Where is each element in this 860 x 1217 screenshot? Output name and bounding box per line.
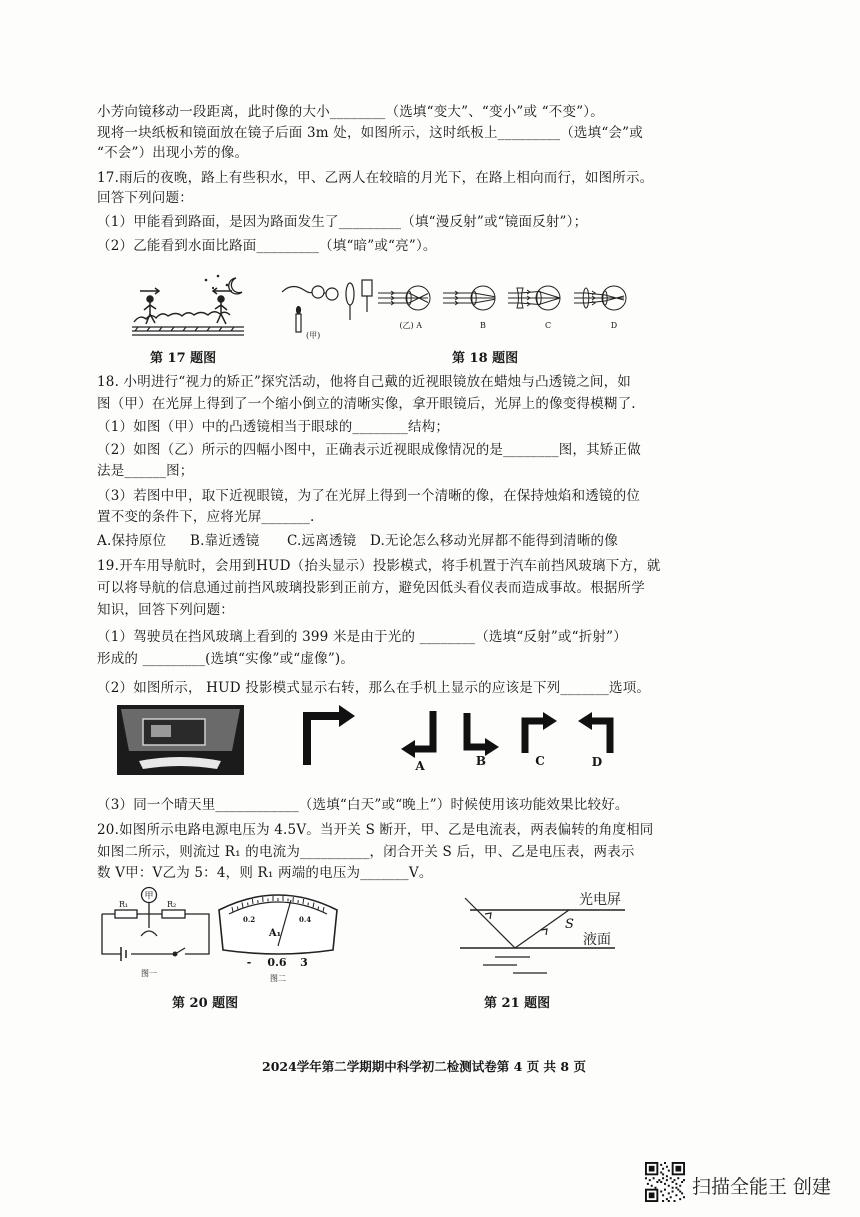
terminal-0-6: 0.6 — [267, 956, 287, 969]
arrow-option-d — [578, 712, 610, 753]
arrow-option-a — [401, 711, 433, 758]
figure-21-caption: 第 21 题图 — [484, 996, 551, 1011]
q17-part-2: （2）乙能看到水面比路面_________（填“暗”或“亮”）。 — [97, 238, 437, 254]
arrow-option-b — [467, 713, 499, 756]
terminal-negative: - — [246, 956, 252, 969]
q18-option-a: A.保持原位 — [97, 533, 167, 549]
r1-label: R₁ — [119, 900, 129, 909]
q18-part-2-line-2: 法是______图； — [97, 463, 194, 479]
eye-diagram-c — [508, 286, 560, 310]
hud-photo — [117, 705, 244, 775]
resistor-r2 — [162, 910, 185, 918]
scale-label-2: 0.4 — [299, 915, 312, 924]
battery — [121, 947, 126, 961]
r2-label: R₂ — [167, 900, 177, 909]
q17-stem-line-1: 17.雨后的夜晚，路上有些积水，甲、乙两人在较暗的月光下，在路上相向而行，如图所示。 — [97, 170, 654, 186]
eye-diagram-d — [574, 286, 626, 310]
resistor-r1 — [115, 910, 137, 918]
q18-option-b: B.靠近透镜 — [190, 533, 260, 549]
q20-stem-line-2: 如图二所示，则流过 R₁ 的电流为__________，闭合开关 S 后，甲、乙是电压表，两表示 — [97, 844, 635, 860]
figure-20-caption: 第 20 题图 — [172, 996, 239, 1011]
label-eye-a: (乙) A — [399, 321, 422, 330]
q19-part-2: （2）如图所示， HUD 投影模式显示右转，那么在手机上显示的应该是下列_______选项。 — [97, 680, 651, 696]
q18-stem-line-2: 图（甲）在光屏上得到了一个缩小倒立的清晰实像，拿开眼镜后，光屏上的像变得模糊了. — [97, 396, 636, 412]
label-eye-b: B — [480, 321, 486, 330]
figure-17-night-road — [128, 272, 248, 336]
q18-part-3-line-1: （3）若图中甲，取下近视眼镜，为了在光屏上得到一个清晰的像，在保持烛焰和透镜的位 — [97, 488, 641, 504]
q18-part-2-line-1: （2）如图（乙）所示的四幅小图中，正确表示近视眼成像情况的是________图，其矫正做 — [97, 442, 641, 458]
meter-name: A₁ — [268, 928, 282, 939]
q19-stem-line-1: 19.开车用导航时，会用到HUD（抬头显示）投影模式，将手机置于汽车前挡风玻璃下方，就 — [97, 558, 661, 574]
arrow-label-c: C — [535, 754, 545, 768]
q19-part-3: （3）同一个晴天里____________（选填“白天”或“晚上”）时候使用该功能效果比较好。 — [97, 797, 629, 813]
label-jia: (甲) — [306, 331, 321, 340]
stars — [205, 275, 229, 289]
q18-option-c: C.远离透镜 — [287, 533, 357, 549]
q16-line-2: 现将一块纸板和镜面放在镜子后面 3m 处，如图所示，这时纸板上_________（选填“会”或 — [97, 125, 643, 141]
q16-line-1: 小芳向镜移动一段距离，此时像的大小________（选填“变大”、“变小”或 “不变”）。 — [97, 104, 604, 120]
figure-2-label: 图二 — [270, 974, 286, 983]
q20-stem-line-3: 数 V甲：V乙为 5：4，则 R₁ 两端的电压为_______V。 — [97, 865, 433, 881]
q18-option-d: D.无论怎么移动光屏都不能得到清晰的像 — [370, 533, 618, 549]
q18-part-1: （1）如图（甲）中的凸透镜相当于眼球的________结构； — [97, 419, 450, 435]
q17-stem-line-2: 回答下列问题： — [97, 190, 193, 206]
road-surface — [132, 327, 244, 335]
arrow-option-c — [525, 712, 557, 753]
figure-21-reflection — [455, 884, 630, 979]
hud-display-content — [151, 725, 171, 737]
eye-diagram-b — [443, 286, 495, 310]
ammeter-dial — [213, 884, 343, 984]
figure-17-caption: 第 17 题图 — [150, 351, 217, 366]
switch-s — [173, 948, 185, 956]
surface-label: 液面 — [583, 932, 611, 948]
q19-stem-line-2: 可以将导航的信息通过前挡风玻璃投影到正前方，避免因低头看仪表而造成事故。根据所学 — [97, 580, 645, 596]
scale-label-1: 0.2 — [243, 915, 256, 924]
arrow-label-a: A — [415, 759, 425, 773]
right-turn-arrow-original — [307, 705, 355, 765]
walker-yi — [213, 288, 232, 324]
light-rays — [465, 898, 569, 948]
figure-18-vision-correction — [278, 272, 638, 344]
label-eye-d: D — [610, 321, 618, 330]
label-eye-c: C — [544, 321, 552, 330]
point-s-label: S — [565, 917, 574, 932]
arrow-label-b: B — [475, 754, 487, 768]
q19-part-1-line-2: 形成的 _________(选填“实像”或“虚像”)。 — [97, 651, 355, 667]
page-footer: 2024学年第二学期期中科学初二检测试卷第 4 页 共 8 页 — [262, 1059, 586, 1074]
q20-stem-line-1: 20.如图所示电路电源电压为 4.5V。当开关 S 断开，甲、乙是电流表，两表偏转的角度相同 — [97, 822, 654, 838]
figure-1-label: 图一 — [141, 969, 157, 978]
q18-stem-line-1: 18. 小明进行“视力的矫正”探究活动，他将自己戴的近视眼镜放在蜡烛与凸透镜之间，如 — [97, 374, 631, 390]
meter-jia-label: 甲 — [144, 891, 154, 902]
setup-jia — [282, 280, 372, 332]
qr-code-icon — [645, 1162, 685, 1202]
figure-18-caption: 第 18 题图 — [452, 351, 519, 366]
turn-arrow-options — [295, 703, 625, 778]
q19-part-1-line-1: （1）驾驶员在挡风玻璃上看到的 399 米是由于光的 ________（选填“反射”或“折射”） — [97, 629, 627, 645]
q19-stem-line-3: 知识，回答下列问题： — [97, 602, 234, 618]
q18-part-3-line-2: 置不变的条件下，应将光屏_______. — [97, 509, 315, 525]
scanner-watermark-text: 扫描全能王 创建 — [692, 1176, 832, 1198]
roadside-rocks — [134, 312, 230, 322]
q16-line-3: “不会”）出现小芳的像。 — [97, 145, 249, 161]
eye-diagram-a — [378, 286, 430, 310]
q17-part-1: （1）甲能看到路面，是因为路面发生了_________（填“漫反射”或“镜面反射”）； — [97, 214, 588, 230]
terminal-3: 3 — [300, 956, 308, 969]
liquid-ripples — [483, 957, 547, 973]
arrow-label-d: D — [591, 755, 603, 769]
screen-label: 光电屏 — [579, 892, 621, 908]
circuit-diagram — [97, 884, 215, 979]
meter-yi-arc — [141, 931, 157, 936]
